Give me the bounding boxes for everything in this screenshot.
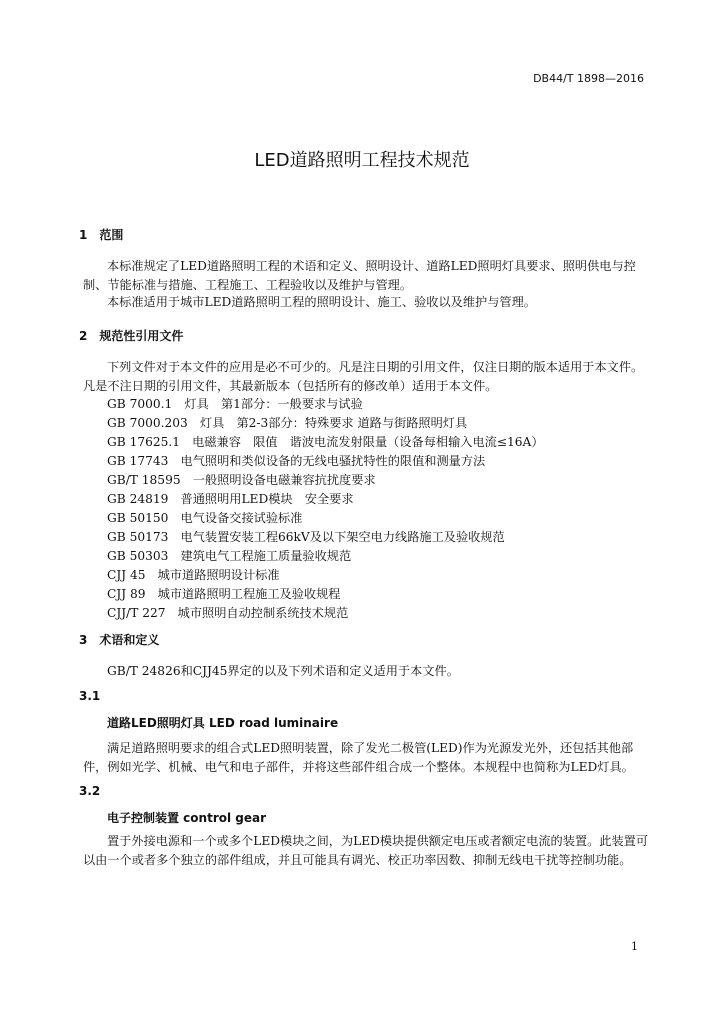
term-number: 3.2 xyxy=(79,784,101,798)
reference-item: CJJ/T 227 城市照明自动控制系统技术规范 xyxy=(107,606,349,620)
page-number: 1 xyxy=(631,940,638,953)
terms-intro: GB/T 24826和CJJ45界定的以及下列术语和定义适用于本文件。 xyxy=(107,664,459,678)
reference-item: GB 17743 电气照明和类似设备的无线电骚扰特性的限值和测量方法 xyxy=(107,454,486,468)
reference-item: CJJ 45 城市道路照明设计标准 xyxy=(107,568,280,582)
term-number: 3.1 xyxy=(79,689,101,703)
section-heading-terms: 3 术语和定义 xyxy=(79,633,160,647)
reference-item: GB 50150 电气设备交接试验标准 xyxy=(107,511,303,525)
term-definition: 满足道路照明要求的组合式LED照明装置，除了发光二极管(LED)作为光源发光外，还包括其他部件，例如光学、机械、电气和电子部件，并将这些部件组合成一个整体。本规程中也简称为LED灯具。 xyxy=(83,741,634,774)
reference-item: GB 24819 普通照明用LED模块 安全要求 xyxy=(107,492,354,506)
reference-item: GB 50303 建筑电气工程施工质量验收规范 xyxy=(107,549,352,563)
scope-paragraph-1: 本标准规定了LED道路照明工程的术语和定义、照明设计、道路LED照明灯具要求、照明供电与控制、节能标准与措施、工程施工、工程验收以及维护与管理。 xyxy=(83,259,636,292)
reference-item: GB/T 18595 一般照明设备电磁兼容抗扰度要求 xyxy=(107,473,376,487)
term-definition: 置于外接电源和一个或多个LED模块之间，为LED模块提供额定电压或者额定电流的装置。此装置可以由一个或者多个独立的部件组成，并且可能具有调光、校正功率因数、抑制无线电干扰等控制功能。 xyxy=(83,834,649,867)
section-heading-normative-references: 2 规范性引用文件 xyxy=(79,329,184,343)
scope-paragraph-2: 本标准适用于城市LED道路照明工程的照明设计、施工、验收以及维护与管理。 xyxy=(107,295,536,309)
document-code: DB44/T 1898—2016 xyxy=(533,72,644,85)
reference-item: GB 50173 电气装置安装工程66kV及以下架空电力线路施工及验收规范 xyxy=(107,530,505,544)
reference-item: GB 7000.203 灯具 第2-3部分：特殊要求 道路与街路照明灯具 xyxy=(107,416,468,430)
reference-item: GB 7000.1 灯具 第1部分：一般要求与试验 xyxy=(107,397,363,411)
references-intro: 下列文件对于本文件的应用是必不可少的。凡是注日期的引用文件，仅注日期的版本适用于本文件。凡是不注日期的引用文件，其最新版本（包括所有的修改单）适用于本文件。 xyxy=(83,360,644,393)
section-heading-scope: 1 范围 xyxy=(79,228,124,242)
reference-item: CJJ 89 城市道路照明工程施工及验收规程 xyxy=(107,587,341,601)
reference-item: GB 17625.1 电磁兼容 限值 谐波电流发射限量（设备每相输入电流≤16A） xyxy=(107,435,544,449)
term-title: 道路LED照明灯具 LED road luminaire xyxy=(107,716,339,730)
term-title: 电子控制装置 control gear xyxy=(107,811,267,825)
page-title: LED道路照明工程技术规范 xyxy=(254,150,470,171)
